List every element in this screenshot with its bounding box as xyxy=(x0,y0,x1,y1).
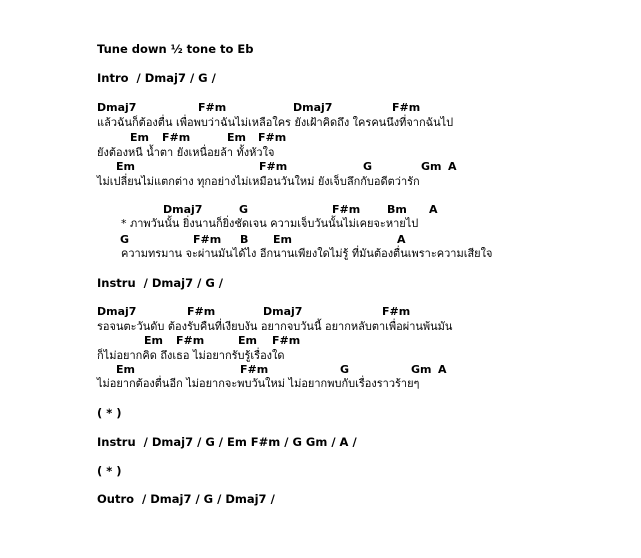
outro-line: Outro / Dmaj7 / G / Dmaj7 / xyxy=(97,492,275,506)
chord: A xyxy=(429,203,438,216)
instru-line: Instru / Dmaj7 / G / xyxy=(97,276,223,290)
chord: B xyxy=(240,233,249,246)
chord: Gm xyxy=(421,160,442,173)
tuning-note: Tune down ½ tone to Eb xyxy=(97,42,254,56)
chord: Dmaj7 xyxy=(163,203,203,216)
chord: F#m xyxy=(258,131,287,144)
chord: Em xyxy=(144,334,163,347)
chord: Em xyxy=(116,160,135,173)
chord: F#m xyxy=(176,334,205,347)
lyric-line: ยังต้องหนี น้ำตา ยังเหนื่อยล้า ทั้งหัวใจ xyxy=(97,146,275,159)
chord: A xyxy=(397,233,406,246)
repeat-marker: ( * ) xyxy=(97,464,122,478)
chord: G xyxy=(239,203,249,216)
repeat-marker: ( * ) xyxy=(97,406,122,420)
chord: Dmaj7 xyxy=(263,305,303,318)
chord: Dmaj7 xyxy=(97,101,137,114)
chord: F#m xyxy=(332,203,361,216)
chord: Dmaj7 xyxy=(97,305,137,318)
lyric-line: ไม่เปลี่ยนไม่แตกต่าง ทุกอย่างไม่เหมือนวันใหม่ ยังเจ็บลึกกับอดีตว่ารัก xyxy=(97,175,420,188)
chord: F#m xyxy=(240,363,269,376)
lyric-line: ก็ไม่อยากคิด ถึงเธอ ไม่อยากรับรู้เรื่องใด xyxy=(97,349,285,362)
chord: Dmaj7 xyxy=(293,101,333,114)
lyric-line: ความทรมาน จะผ่านมันได้ไง อีกนานเพียงใดไม่รู้ ที่มันต้องตื่นเพราะความเสียใจ xyxy=(121,247,493,260)
instru-line: Instru / Dmaj7 / G / Em F#m / G Gm / A / xyxy=(97,435,357,449)
chord: Em xyxy=(130,131,149,144)
lyric-line: แล้วฉันก็ต้องตื่น เพื่อพบว่าฉันไม่เหลือใคร ยังเฝ้าคิดถึง ใครคนนึงที่จากฉันไป xyxy=(97,116,454,129)
chord: A xyxy=(438,363,447,376)
chord: F#m xyxy=(187,305,216,318)
chord: G xyxy=(340,363,350,376)
chord: Bm xyxy=(387,203,407,216)
chord: Em xyxy=(227,131,246,144)
chord: Gm xyxy=(411,363,432,376)
chord: Em xyxy=(238,334,257,347)
chord: F#m xyxy=(272,334,301,347)
lyric-line: ไม่อยากต้องตื่นอีก ไม่อยากจะพบวันใหม่ ไม่อยากพบกับเรื่องราวร้ายๆ xyxy=(97,377,420,390)
lyric-line: * ภาพวันนั้น ยิ่งนานก็ยิ่งชัดเจน ความเจ็บวันนั้นไม่เคยจะหายไป xyxy=(121,217,419,230)
chord: Em xyxy=(273,233,292,246)
chord: F#m xyxy=(198,101,227,114)
chord: F#m xyxy=(162,131,191,144)
chord: G xyxy=(120,233,130,246)
chord: F#m xyxy=(382,305,411,318)
chord: A xyxy=(448,160,457,173)
lyric-line: รอจนตะวันดับ ต้องรับคืนที่เงียบงัน อยากจบวันนี้ อยากหลับตาเพื่อผ่านพ้นมัน xyxy=(97,320,453,333)
chord: F#m xyxy=(392,101,421,114)
chord: F#m xyxy=(193,233,222,246)
chord: G xyxy=(363,160,373,173)
chord: F#m xyxy=(259,160,288,173)
chord: Em xyxy=(116,363,135,376)
intro-line: Intro / Dmaj7 / G / xyxy=(97,71,216,85)
